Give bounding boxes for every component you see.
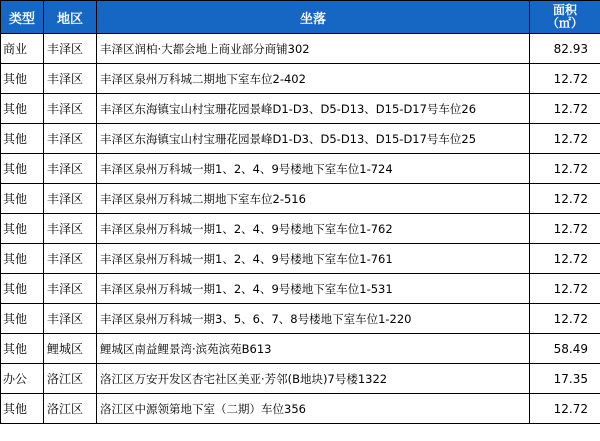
cell-area: 12.72	[530, 94, 600, 124]
table-row	[1, 394, 600, 424]
cell-area: 12.72	[530, 184, 600, 214]
cell-location: 丰泽区泉州万科城一期1、2、4、9号楼地下室车位1-761	[97, 244, 530, 274]
cell-district: 丰泽区	[44, 214, 97, 244]
cell-district: 丰泽区	[44, 94, 97, 124]
cell-type: 其他	[1, 124, 44, 154]
cell-type: 其他	[1, 64, 44, 94]
cell-area: 58.49	[530, 334, 600, 364]
cell-type: 其他	[1, 94, 44, 124]
cell-location: 丰泽区东海镇宝山村宝珊花园景峰D1-D3、D5-D13、D15-D17号车位26	[97, 94, 530, 124]
cell-location: 丰泽区泉州万科城一期1、2、4、9号楼地下室车位1-724	[97, 154, 530, 184]
cell-area: 12.72	[530, 154, 600, 184]
cell-type: 其他	[1, 274, 44, 304]
cell-area: 12.72	[530, 214, 600, 244]
cell-location: 丰泽区泉州万科城一期1、2、4、9号楼地下室车位1-531	[97, 274, 530, 304]
table-row	[1, 184, 600, 214]
table-row	[1, 364, 600, 394]
header-district: 地区	[44, 1, 97, 34]
table-row	[1, 124, 600, 154]
cell-area: 12.72	[530, 304, 600, 334]
cell-location: 丰泽区泉州万科城二期地下室车位2-516	[97, 184, 530, 214]
table-row	[1, 334, 600, 364]
table-row	[1, 244, 600, 274]
table-row	[1, 94, 600, 124]
cell-district: 丰泽区	[44, 304, 97, 334]
cell-type: 其他	[1, 334, 44, 364]
cell-district: 鲤城区	[44, 334, 97, 364]
cell-district: 丰泽区	[44, 34, 97, 64]
table-row	[1, 214, 600, 244]
header-area	[530, 1, 600, 34]
cell-area: 12.72	[530, 64, 600, 94]
cell-area: 12.72	[530, 394, 600, 424]
cell-area: 12.72	[530, 244, 600, 274]
table-row	[1, 304, 600, 334]
cell-area: 82.93	[530, 34, 600, 64]
cell-location: 丰泽区泉州万科城二期地下室车位2-402	[97, 64, 530, 94]
cell-district: 丰泽区	[44, 184, 97, 214]
cell-district: 丰泽区	[44, 154, 97, 184]
cell-type: 其他	[1, 304, 44, 334]
cell-location: 丰泽区东海镇宝山村宝珊花园景峰D1-D3、D5-D13、D15-D17号车位25	[97, 124, 530, 154]
cell-type: 其他	[1, 394, 44, 424]
cell-district: 丰泽区	[44, 64, 97, 94]
cell-area: 12.72	[530, 124, 600, 154]
header-location: 坐落	[97, 1, 530, 34]
header-type: 类型	[1, 1, 44, 34]
cell-type: 其他	[1, 184, 44, 214]
table-row	[1, 34, 600, 64]
cell-location: 丰泽区润柏·大都会地上商业部分商铺302	[97, 34, 530, 64]
cell-area: 12.72	[530, 274, 600, 304]
cell-location: 鲤城区南益鲤景湾·滨苑滨苑B613	[97, 334, 530, 364]
header-area-unit: （㎡）	[546, 16, 583, 30]
table-row	[1, 64, 600, 94]
cell-district: 丰泽区	[44, 124, 97, 154]
header-row	[1, 1, 600, 34]
cell-type: 其他	[1, 214, 44, 244]
header-area-label: 面积	[552, 3, 577, 17]
table-row	[1, 274, 600, 304]
cell-type: 商业	[1, 34, 44, 64]
cell-location: 丰泽区泉州万科城一期3、5、6、7、8号楼地下室车位1-220	[97, 304, 530, 334]
cell-location: 丰泽区泉州万科城一期1、2、4、9号楼地下室车位1-762	[97, 214, 530, 244]
cell-type: 办公	[1, 364, 44, 394]
cell-district: 丰泽区	[44, 274, 97, 304]
cell-location: 洛江区中源领第地下室（二期）车位356	[97, 394, 530, 424]
cell-area: 17.35	[530, 364, 600, 394]
cell-type: 其他	[1, 154, 44, 184]
cell-district: 洛江区	[44, 364, 97, 394]
table-row	[1, 154, 600, 184]
cell-district: 丰泽区	[44, 244, 97, 274]
cell-type: 其他	[1, 244, 44, 274]
cell-district: 洛江区	[44, 394, 97, 424]
cell-location: 洛江区万安开发区杏宅社区美亚·芳邻(B地块)7号楼1322	[97, 364, 530, 394]
